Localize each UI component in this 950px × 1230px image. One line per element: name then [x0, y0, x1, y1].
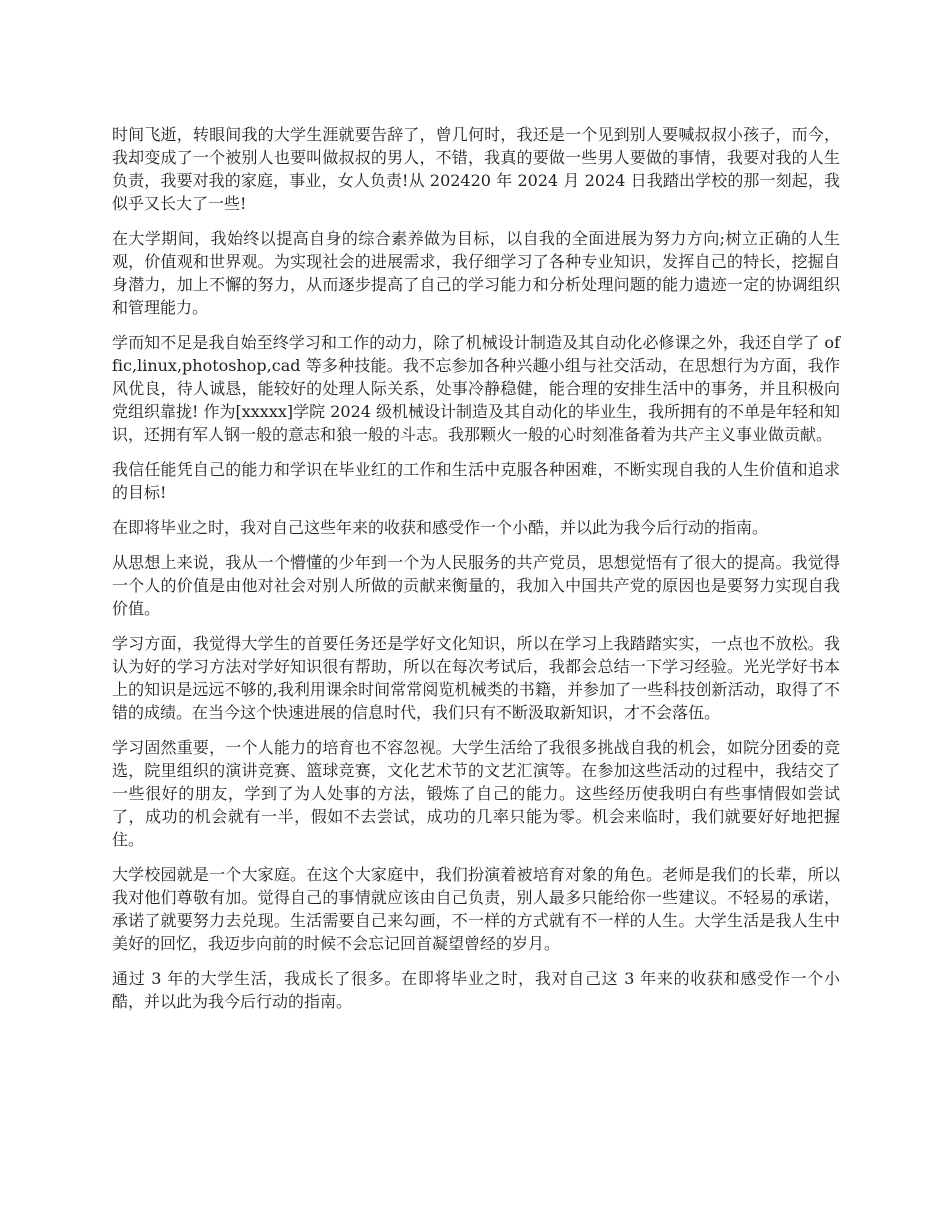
paragraph-4: 我信任能凭自己的能力和学识在毕业红的工作和生活中克服各种困难，不断实现自我的人生价值和追求的目标!: [112, 460, 840, 502]
paragraph-2: 在大学期间，我始终以提高自身的综合素养做为目标，以自我的全面进展为努力方向;树立正确的人生观，价值观和世界观。为实现社会的进展需求，我仔细学习了各种专业知识，发挥自己的特长，挖掘自身潜力，加上不懈的努力，从而逐步提高了自己的学习能力和分析处理问题的能力遗迹一定的协调组织和管理能力。: [112, 229, 840, 317]
paragraph-1: 时间飞逝，转眼间我的大学生涯就要告辞了，曾几何时，我还是一个见到别人要喊叔叔小孩子，而今，我却变成了一个被别人也要叫做叔叔的男人，不错，我真的要做一些男人要做的事情，我要对我的人生负责，我要对我的家庭，事业，女人负责!从 202420 年 2024 月 2024 日我踏出学校的那一刻起，我似乎又长大了一些!: [112, 125, 840, 213]
paragraph-6: 从思想上来说，我从一个懵懂的少年到一个为人民服务的共产党员，思想觉悟有了很大的提高。我觉得一个人的价值是由他对社会对别人所做的贡献来衡量的，我加入中国共产党的原因也是要努力实现自我价值。: [112, 553, 840, 618]
paragraph-8: 学习固然重要，一个人能力的培育也不容忽视。大学生活给了我很多挑战自我的机会，如院分团委的竞选，院里组织的演讲竞赛、篮球竞赛，文化艺术节的文艺汇演等。在参加这些活动的过程中，我结交了一些很好的朋友，学到了为人处事的方法，锻炼了自己的能力。这些经历使我明白有些事情假如尝试了，成功的机会就有一半，假如不去尝试，成功的几率只能为零。机会来临时，我们就要好好地把握住。: [112, 738, 840, 849]
paragraph-5: 在即将毕业之时，我对自己这些年来的收获和感受作一个小酷，并以此为我今后行动的指南。: [112, 518, 769, 537]
paragraph-9: 大学校园就是一个大家庭。在这个大家庭中，我们扮演着被培育对象的角色。老师是我们的长辈，所以我对他们尊敬有加。觉得自己的事情就应该由自己负责，别人最多只能给你一些建议。不轻易的承诺，承诺了就要努力去兑现。生活需要自己来勾画，不一样的方式就有不一样的人生。大学生活是我人生中美好的回忆，我迈步向前的时候不会忘记回首凝望曾经的岁月。: [112, 865, 840, 953]
paragraph-3: 学而知不足是我自始至终学习和工作的动力，除了机械设计制造及其自动化必修课之外，我还自学了 offic,linux,photoshop,cad 等多种技能。我不忘参加各种兴趣小组与社交活动，在思想行为方面，我作风优良，待人诚恳，能较好的处理人际关系，处事冷静稳健，能合理的安排生活中的事务，并且积极向党组织靠拢! 作为[xxxxx]学院 2024 级机械设计制造及其自动化的毕业生，我所拥有的不单是年轻和知识，还拥有军人钢一般的意志和狼一般的斗志。我那颗火一般的心时刻准备着为共产主义事业做贡献。: [112, 333, 841, 444]
document-body: [112, 123, 840, 1025]
paragraph-10: 通过 3 年的大学生活，我成长了很多。在即将毕业之时，我对自己这 3 年来的收获和感受作一个小酷，并以此为我今后行动的指南。: [112, 969, 840, 1011]
paragraph-7: 学习方面，我觉得大学生的首要任务还是学好文化知识，所以在学习上我踏踏实实，一点也不放松。我认为好的学习方法对学好知识很有帮助，所以在每次考试后，我都会总结一下学习经验。光光学好书本上的知识是远远不够的,我利用课余时间常常阅览机械类的书籍，并参加了一些科技创新活动，取得了不错的成绩。在当今这个快速进展的信息时代，我们只有不断汲取新知识，才不会落伍。: [112, 634, 840, 722]
